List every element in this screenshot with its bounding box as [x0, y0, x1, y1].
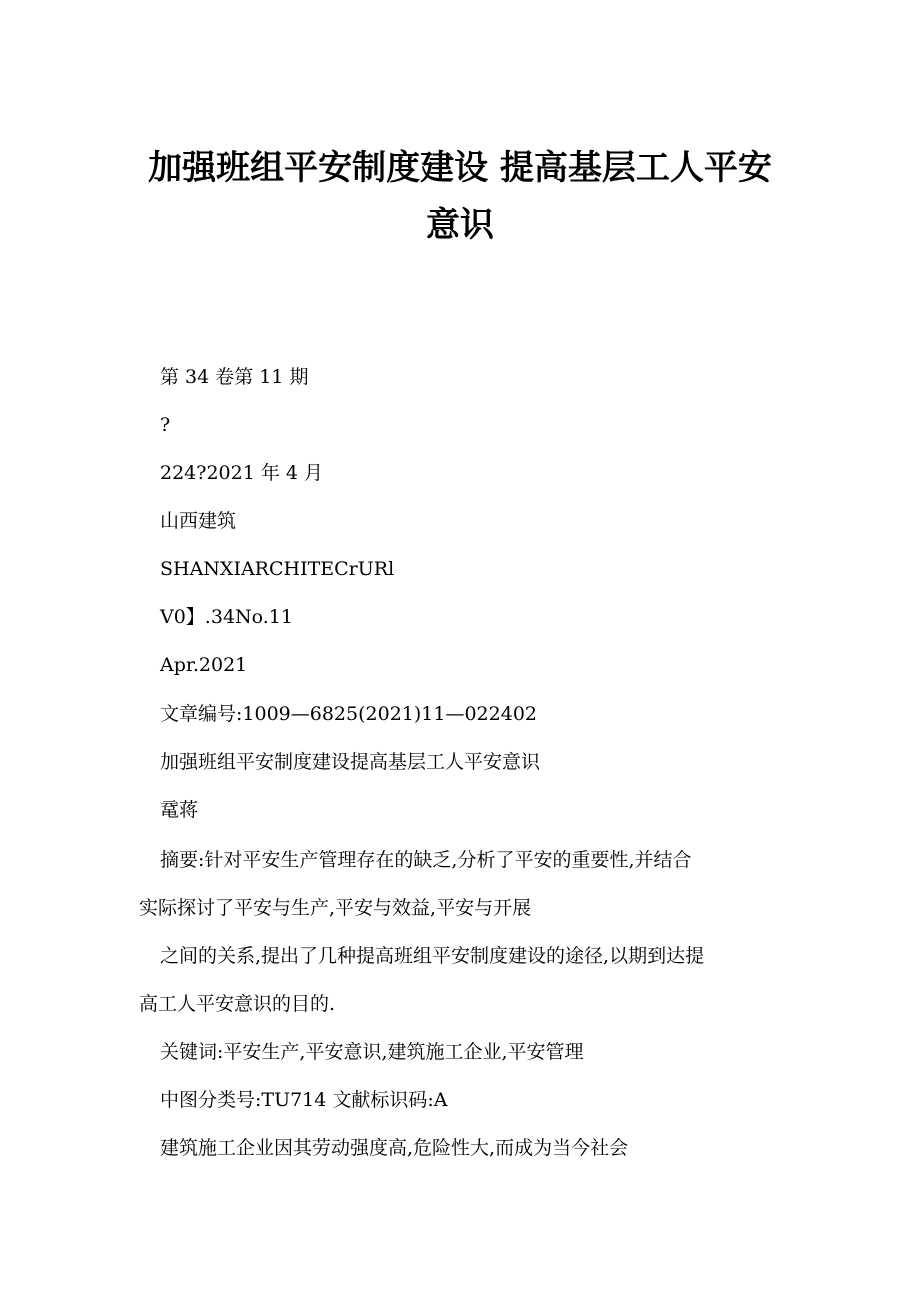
article-number: 文章编号:1009—6825(2021)11—022402	[160, 703, 537, 725]
classification-line: 中图分类号:TU714 文献标识码:A	[160, 1089, 448, 1111]
journal-name-en: SHANXIARCHITECrURl	[160, 558, 395, 580]
abstract-line-1: 摘要:针对平安生产管理存在的缺乏,分析了平安的重要性,并结合	[160, 849, 692, 871]
article-title: 加强班组平安制度建设提高基层工人平安意识	[160, 751, 541, 773]
page-date-line: 224?2021 年 4 月	[160, 462, 324, 484]
volume-issue-line: 第 34 卷第 11 期	[160, 366, 309, 388]
body-text-line: 建筑施工企业因其劳动强度高,危险性大,而成为当今社会	[160, 1137, 629, 1159]
journal-name-cn: 山西建筑	[160, 510, 237, 532]
abstract-line-3: 之间的关系,提出了几种提高班组平安制度建设的途径,以期到达提	[160, 945, 705, 967]
author-name: 鼋蒋	[160, 799, 199, 821]
separator-mark: ?	[160, 414, 171, 436]
document-title-line-1: 加强班组平安制度建设 提高基层工人平安	[148, 148, 772, 188]
date-en: Apr.2021	[160, 654, 248, 676]
keywords-line: 关键词:平安生产,平安意识,建筑施工企业,平安管理	[160, 1041, 584, 1063]
document-title-line-2: 意识	[426, 205, 494, 245]
abstract-line-2: 实际探讨了平安与生产,平安与效益,平安与开展	[139, 897, 532, 919]
volume-number-en: V0】.34No.11	[160, 606, 293, 628]
abstract-line-4: 高工人平安意识的目的.	[139, 993, 336, 1015]
